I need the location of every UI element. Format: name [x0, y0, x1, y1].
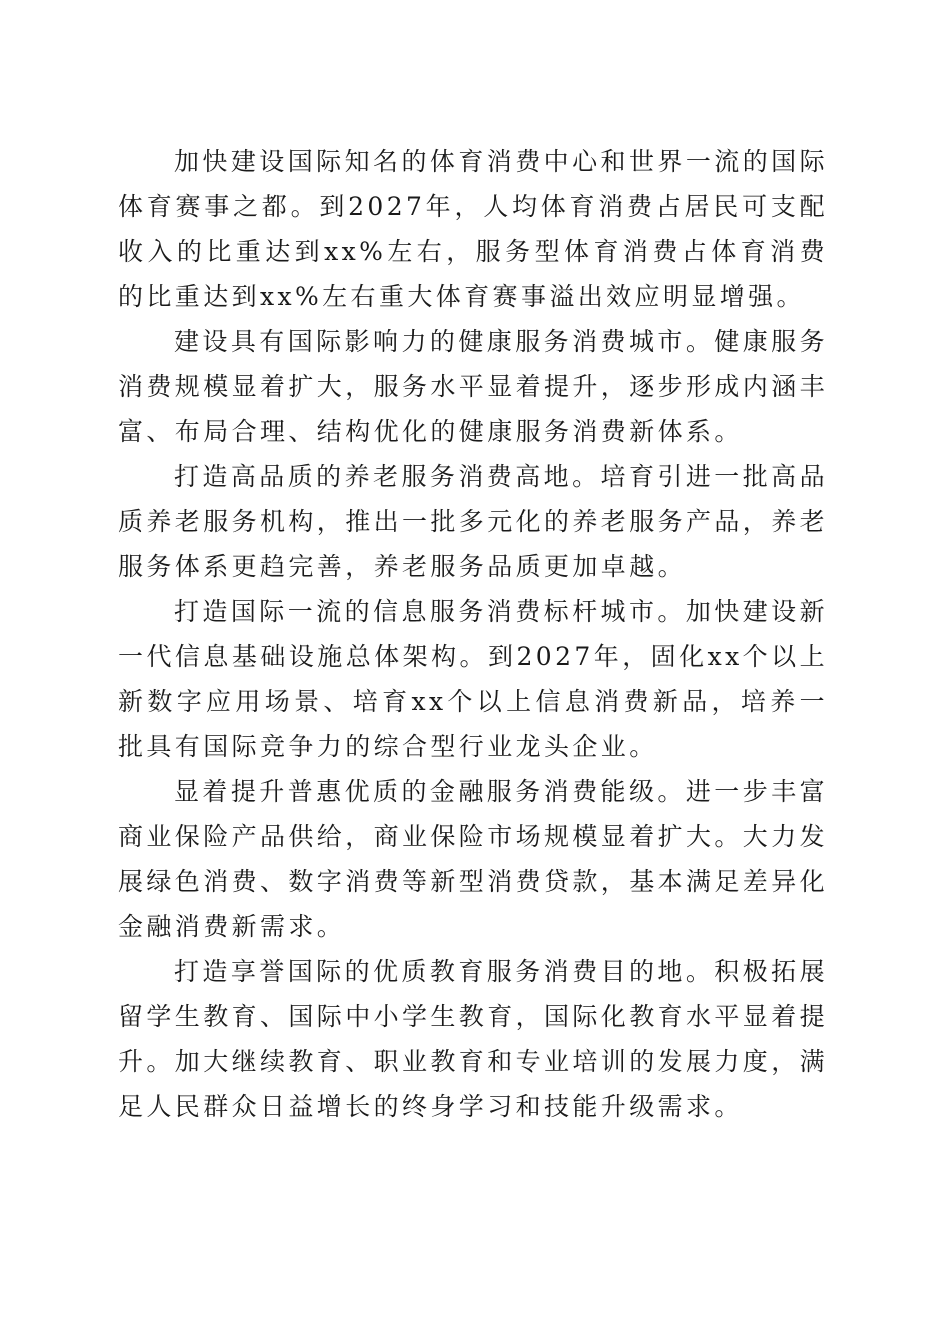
- paragraph-elderly-care: 打造高品质的养老服务消费高地。培育引进一批高品质养老服务机构，推出一批多元化的养老服务产品，养老服务体系更趋完善，养老服务品质更加卓越。: [118, 462, 829, 581]
- paragraph-information-services: 打造国际一流的信息服务消费标杆城市。加快建设新一代信息基础设施总体架构。到2027年，固化xx个以上新数字应用场景、培育xx个以上信息消费新品，培养一批具有国际竞争力的综合型行业龙头企业。: [118, 597, 828, 761]
- paragraph-education-services: 打造享誉国际的优质教育服务消费目的地。积极拓展留学生教育、国际中小学生教育，国际化教育水平显着提升。加大继续教育、职业教育和专业培训的发展力度，满足人民群众日益增长的终身学习和技能升级需求。: [118, 957, 829, 1121]
- paragraph-health-services: 建设具有国际影响力的健康服务消费城市。健康服务消费规模显着扩大，服务水平显着提升，逐步形成内涵丰富、布局合理、结构优化的健康服务消费新体系。: [118, 327, 829, 446]
- paragraph-sports-consumption: 加快建设国际知名的体育消费中心和世界一流的国际体育赛事之都。到2027年，人均体育消费占居民可支配收入的比重达到xx%左右，服务型体育消费占体育消费的比重达到xx%左右重大体育赛事溢出效应明显增强。: [118, 147, 828, 311]
- document-body: [118, 139, 828, 1129]
- paragraph-financial-services: 显着提升普惠优质的金融服务消费能级。进一步丰富商业保险产品供给，商业保险市场规模显着扩大。大力发展绿色消费、数字消费等新型消费贷款，基本满足差异化金融消费新需求。: [118, 777, 829, 941]
